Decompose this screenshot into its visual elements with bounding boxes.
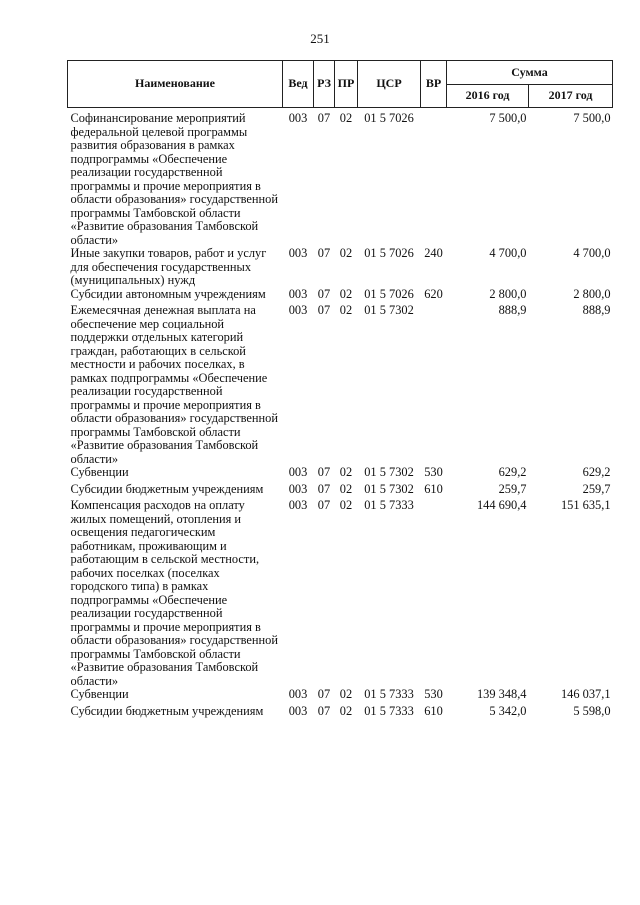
row-vr: 240 xyxy=(424,246,443,260)
table-row xyxy=(68,247,613,288)
row-pr: 02 xyxy=(339,303,353,317)
table-row xyxy=(68,483,613,500)
row-sum-2016: 144 690,4 xyxy=(476,498,527,512)
header-rz: РЗ xyxy=(314,61,335,108)
row-sum-2017: 259,7 xyxy=(582,481,611,496)
header-ved: Вед xyxy=(283,61,314,108)
row-pr: 02 xyxy=(339,246,353,260)
row-vr xyxy=(421,108,447,248)
row-csr: 01 5 7026 xyxy=(364,111,414,125)
row-sum-2016: 2 800,0 xyxy=(489,286,527,301)
table-row xyxy=(68,466,613,483)
row-sum-2016: 4 700,0 xyxy=(489,246,527,260)
header-pr: ПР xyxy=(335,61,358,108)
row-vr: 610 xyxy=(424,703,443,718)
row-sum-2017: 888,9 xyxy=(582,303,611,317)
header-name: Наименование xyxy=(68,61,283,108)
row-ved: 003 xyxy=(288,286,308,301)
row-pr: 02 xyxy=(339,498,353,512)
row-name: Субвенции xyxy=(70,687,129,701)
row-csr: 01 5 7026 xyxy=(364,286,414,301)
row-vr: 610 xyxy=(424,481,443,496)
row-sum-2017: 7 500,0 xyxy=(573,111,611,125)
row-rz: 07 xyxy=(317,465,331,479)
row-ved: 003 xyxy=(288,111,308,125)
row-csr: 01 5 7333 xyxy=(364,703,414,718)
row-sum-2017: 5 598,0 xyxy=(573,703,611,718)
row-pr: 02 xyxy=(339,286,353,301)
row-sum-2016: 888,9 xyxy=(498,303,527,317)
row-rz: 07 xyxy=(317,687,331,701)
row-csr: 01 5 7302 xyxy=(364,303,414,317)
row-ved: 003 xyxy=(288,303,308,317)
table-row xyxy=(68,288,613,305)
row-ved: 003 xyxy=(288,687,308,701)
row-ved: 003 xyxy=(288,703,308,718)
row-sum-2017: 2 800,0 xyxy=(573,286,611,301)
header-year-2017: 2017 год xyxy=(529,85,613,108)
row-sum-2016: 629,2 xyxy=(498,465,527,479)
table-row xyxy=(68,688,613,705)
row-pr: 02 xyxy=(339,481,353,496)
table-row xyxy=(68,499,613,688)
row-rz: 07 xyxy=(317,703,331,718)
table-row xyxy=(68,705,613,722)
row-pr: 02 xyxy=(339,687,353,701)
table-body xyxy=(68,108,613,722)
row-rz: 07 xyxy=(317,481,331,496)
row-name: Субвенции xyxy=(70,465,129,479)
row-name: Софинансирование мероприятий федеральной целевой программы развития образования в рамках подпрограммы «Обеспечение реализации государственной программы и прочие мероприятия в области образования» государственной программы Тамбовской области «Развитие образования Тамбовской области» xyxy=(70,111,278,247)
row-name: Субсидии автономным учреждениям xyxy=(70,286,266,301)
row-ved: 003 xyxy=(288,465,308,479)
row-csr: 01 5 7302 xyxy=(364,481,414,496)
row-vr: 530 xyxy=(424,465,443,479)
row-rz: 07 xyxy=(317,111,331,125)
row-sum-2016: 139 348,4 xyxy=(476,687,527,701)
row-csr: 01 5 7333 xyxy=(364,498,414,512)
row-vr xyxy=(421,499,447,688)
row-ved: 003 xyxy=(288,498,308,512)
row-name: Ежемесячная денежная выплата на обеспечение мер социальной поддержки отдельных категорий граждан, работающих в сельской местности и рабочих поселках, в рамках подпрограммы «Обеспечение реализации государственной программы и прочие мероприятия в области образования» государственной программы Тамбовской области «Развитие образования Тамбовской области» xyxy=(70,303,278,466)
row-vr xyxy=(421,304,447,466)
page-number: 251 xyxy=(310,31,330,46)
row-rz: 07 xyxy=(317,303,331,317)
row-name: Субсидии бюджетным учреждениям xyxy=(70,481,264,496)
header-sum: Сумма xyxy=(447,61,613,85)
row-pr: 02 xyxy=(339,703,353,718)
row-rz: 07 xyxy=(317,286,331,301)
row-name: Компенсация расходов на оплату жилых помещений, отопления и освещения педагогическим работникам, проживающим и работающим в сельской местности, рабочих поселках (поселках городского типа) в рамках подпрограммы «Обеспечение реализации государственной программы и прочие мероприятия в области образования» государственной программы Тамбовской области «Развитие образования Тамбовской области» xyxy=(70,498,278,688)
row-name: Иные закупки товаров, работ и услуг для обеспечения государственных (муниципальных) нужд xyxy=(70,246,267,287)
row-ved: 003 xyxy=(288,481,308,496)
header-year-2016: 2016 год xyxy=(447,85,529,108)
row-pr: 02 xyxy=(339,465,353,479)
budget-table xyxy=(67,60,613,721)
row-sum-2017: 146 037,1 xyxy=(560,687,611,701)
row-vr: 530 xyxy=(424,687,443,701)
row-csr: 01 5 7333 xyxy=(364,687,414,701)
row-sum-2016: 7 500,0 xyxy=(489,111,527,125)
row-rz: 07 xyxy=(317,498,331,512)
row-rz: 07 xyxy=(317,246,331,260)
row-vr: 620 xyxy=(424,286,443,301)
row-ved: 003 xyxy=(288,246,308,260)
row-sum-2017: 629,2 xyxy=(582,465,611,479)
row-sum-2017: 4 700,0 xyxy=(573,246,611,260)
header-vr: ВР xyxy=(421,61,447,108)
row-sum-2016: 259,7 xyxy=(498,481,527,496)
table-row xyxy=(68,304,613,466)
header-csr: ЦСР xyxy=(358,61,421,108)
row-csr: 01 5 7302 xyxy=(364,465,414,479)
row-sum-2017: 151 635,1 xyxy=(560,498,611,512)
table-row xyxy=(68,108,613,248)
row-name: Субсидии бюджетным учреждениям xyxy=(70,703,264,718)
row-sum-2016: 5 342,0 xyxy=(489,703,527,718)
row-csr: 01 5 7026 xyxy=(364,246,414,260)
row-pr: 02 xyxy=(339,111,353,125)
